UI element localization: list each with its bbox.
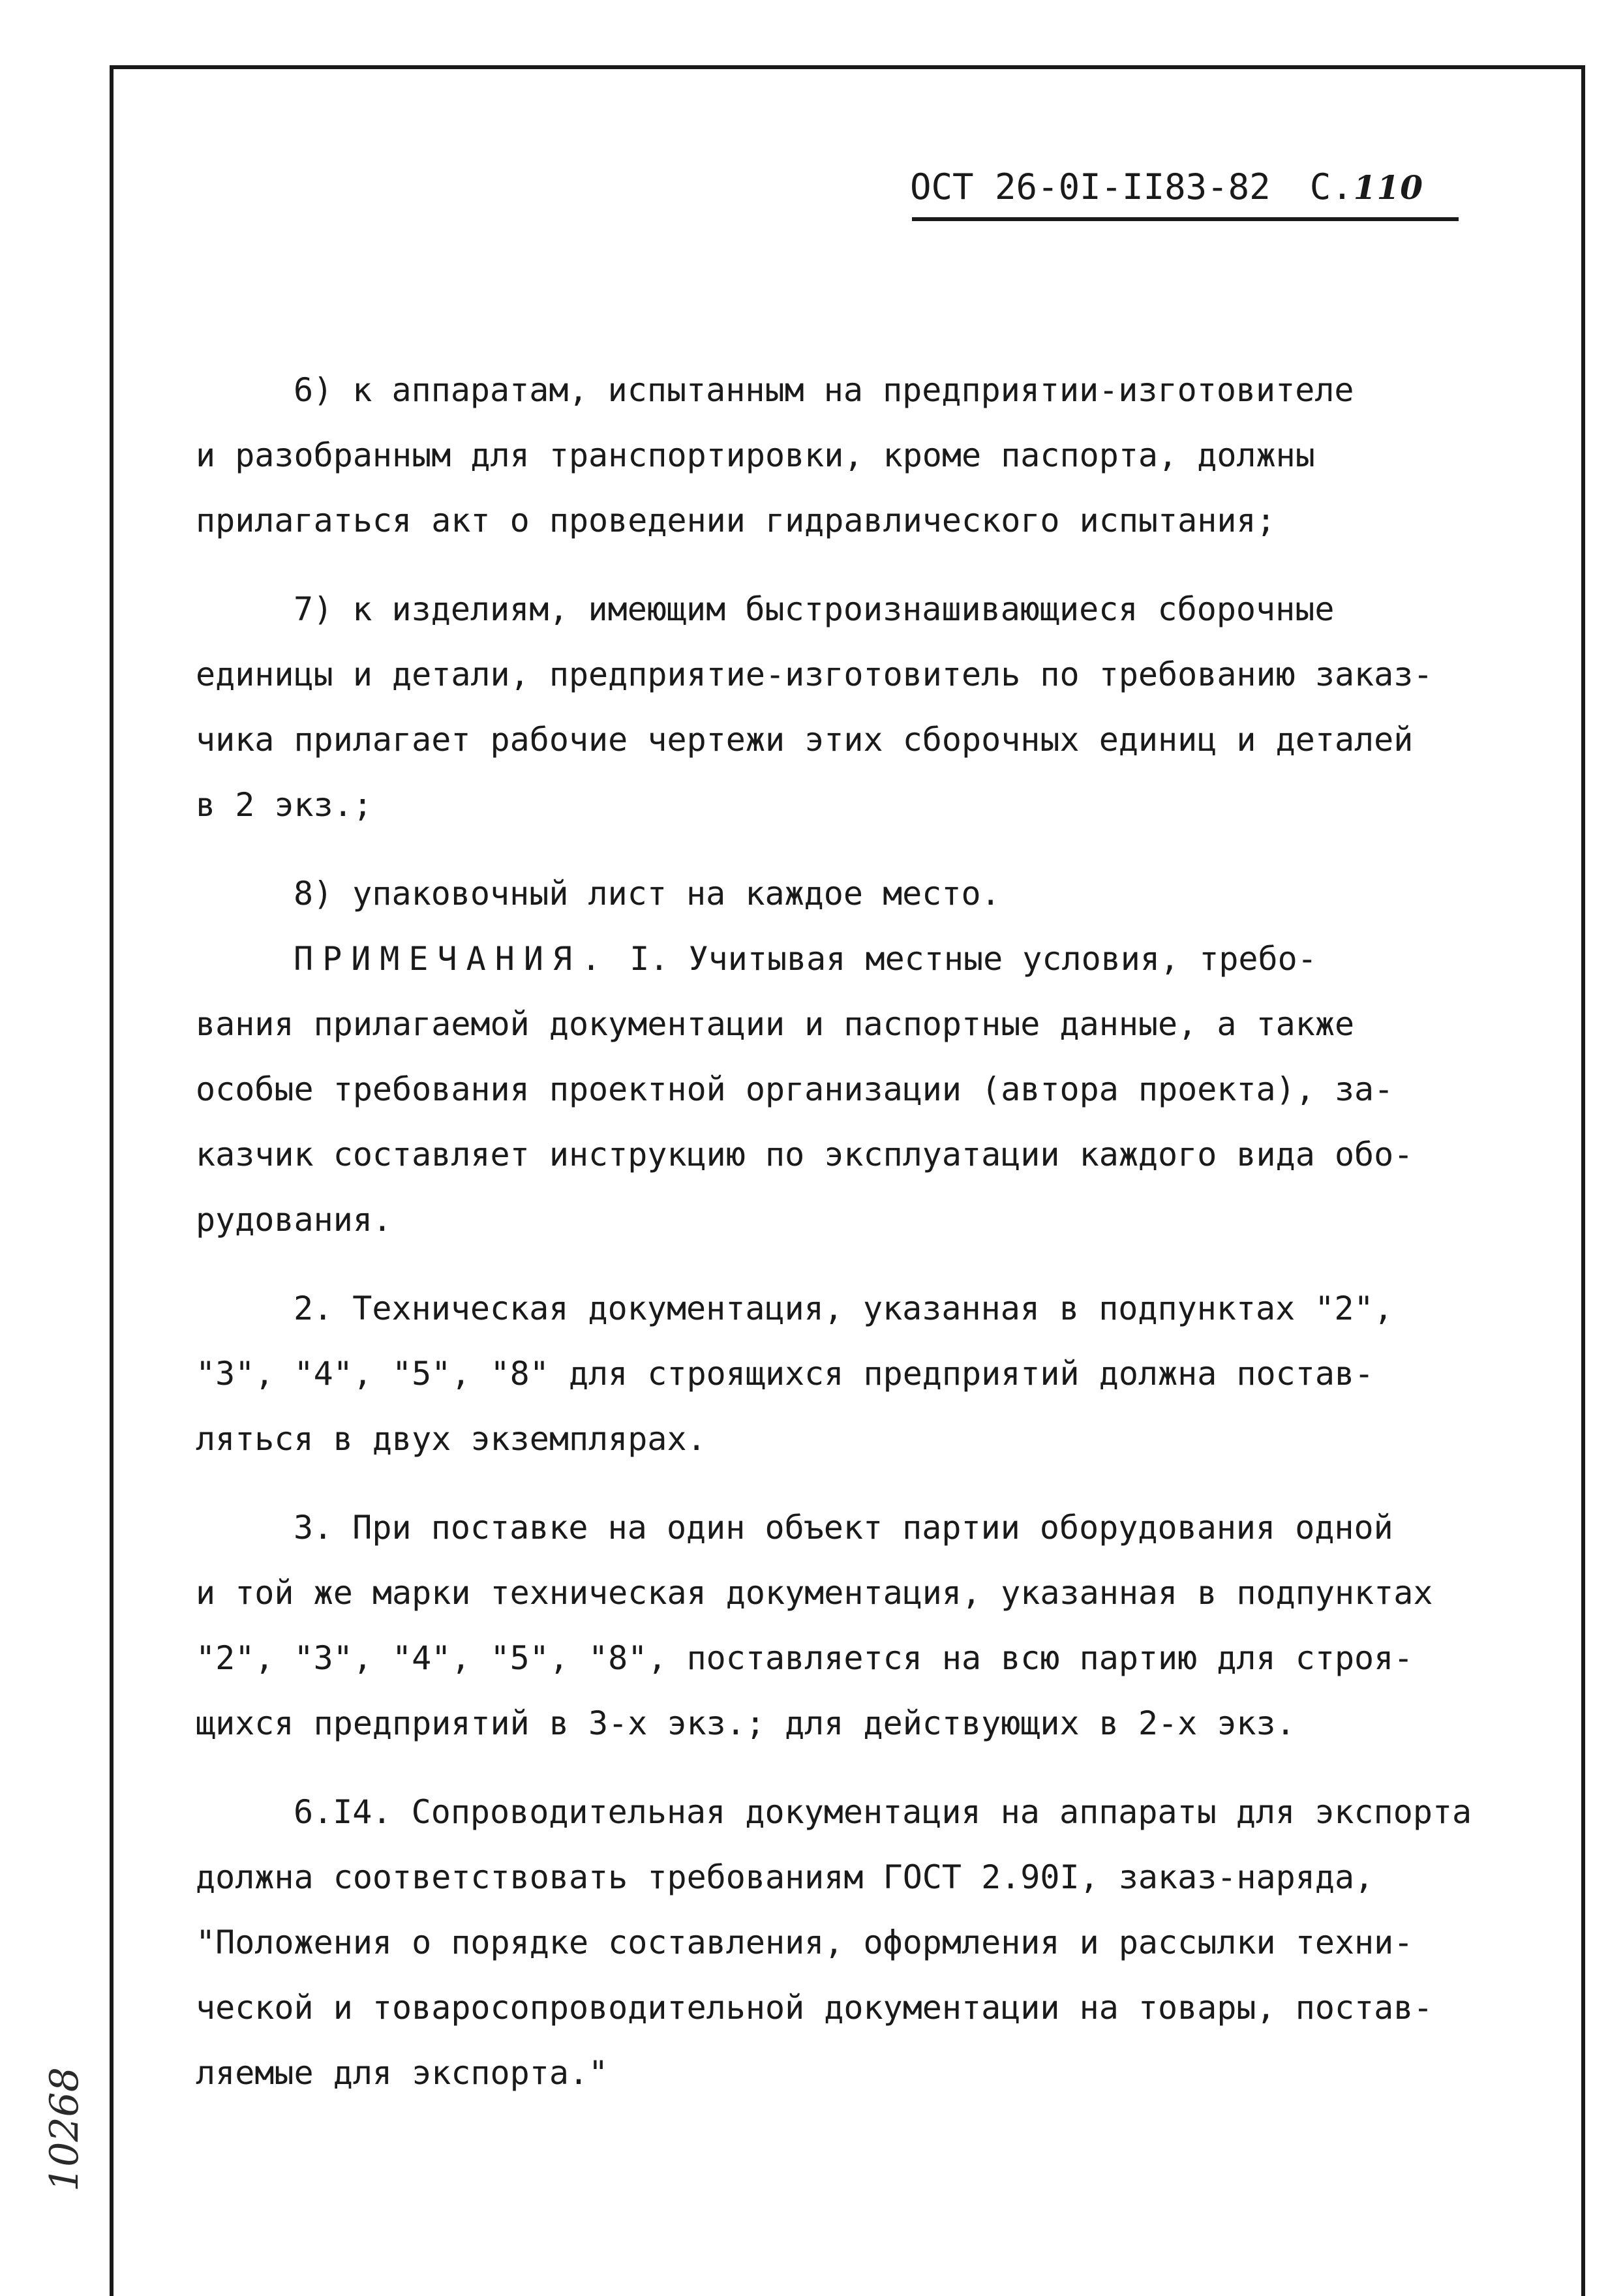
text-line: "2", "3", "4", "5", "8", поставляется на всю партию для строя-: [196, 1639, 1414, 1677]
note-2: [196, 1276, 1526, 1472]
text-line: особые требования проектной организации (автора проекта), за-: [196, 1070, 1394, 1108]
text-line: "Положения о порядке составления, оформления и рассылки техни-: [196, 1924, 1414, 1961]
note-heading: ПРИМЕЧАНИЯ.: [294, 940, 611, 978]
text-line: 7) к изделиям, имеющим быстроизнашивающиеся сборочные: [294, 590, 1335, 628]
paragraph-gap: [196, 838, 1526, 861]
paragraph-gap: [196, 1756, 1526, 1779]
text-line: в 2 экз.;: [196, 786, 372, 824]
text-line: должна соответствовать требованиям ГОСТ 2.90I, заказ-наряда,: [196, 1858, 1374, 1896]
note-1: [196, 926, 1526, 1252]
document-body: [196, 357, 1526, 2106]
text-line: ляться в двух экземплярах.: [196, 1420, 706, 1458]
text-line: ческой и товаросопроводительной документации на товары, постав-: [196, 1989, 1433, 2027]
text-line: и той же марки техническая документация, указанная в подпунктах: [196, 1574, 1433, 1612]
paragraph-6: [196, 357, 1526, 553]
text-line: единицы и детали, предприятие-изготовитель по требованию заказ-: [196, 656, 1433, 693]
text-line: 2. Техническая документация, указанная в подпунктах "2",: [294, 1290, 1393, 1327]
paragraph-8: [196, 861, 1526, 926]
paragraph-gap: [196, 553, 1526, 577]
text-line: и разобранным для транспортировки, кроме паспорта, должны: [196, 436, 1315, 474]
text-line: 6.I4. Сопроводительная документация на аппараты для экспорта: [294, 1793, 1472, 1831]
page-label: С.: [1309, 166, 1354, 207]
text-line: щихся предприятий в 3-х экз.; для действующих в 2-х экз.: [196, 1704, 1296, 1742]
text-line: ляемые для экспорта.": [196, 2054, 609, 2092]
text-line: "3", "4", "5", "8" для строящихся предприятий должна постав-: [196, 1355, 1374, 1393]
margin-handwritten-note: 10268: [42, 2067, 87, 2192]
text-line: 6) к аппаратам, испытанным на предприятии-изготовителе: [294, 371, 1354, 409]
paragraph-gap: [196, 1472, 1526, 1495]
page-number: 110: [1353, 168, 1424, 207]
note-1-start: I. Учитывая местные условия, требо-: [610, 940, 1317, 978]
document-header: [910, 166, 1458, 207]
paragraph-7: [196, 577, 1526, 838]
paragraph-6-14: [196, 1779, 1526, 2106]
text-line: 3. При поставке на один объект партии оборудования одной: [294, 1509, 1393, 1547]
text-line: [196, 926, 1526, 991]
text-line: вания прилагаемой документации и паспортные данные, а также: [196, 1005, 1355, 1043]
text-line: прилагаться акт о проведении гидравлического испытания;: [196, 502, 1276, 539]
text-line: казчик составляет инструкцию по эксплуатации каждого вида обо-: [196, 1136, 1414, 1173]
header-underline: [912, 217, 1459, 221]
paragraph-gap: [196, 1252, 1526, 1276]
document-code: ОСТ 26-0I-II83-82: [910, 166, 1271, 207]
text-line: 8) упаковочный лист на каждое место.: [294, 875, 1001, 913]
text-line: рудования.: [196, 1201, 393, 1239]
note-3: [196, 1495, 1526, 1756]
text-line: чика прилагает рабочие чертежи этих сборочных единиц и деталей: [196, 721, 1414, 759]
